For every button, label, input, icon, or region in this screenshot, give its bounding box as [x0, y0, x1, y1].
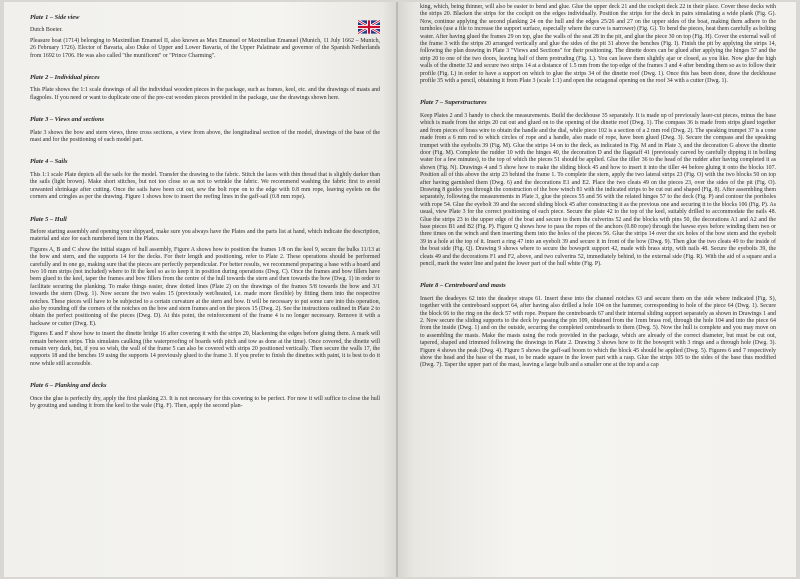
paragraph: Before starting assembly and opening your shipyard, make sure you always have the Plates and the parts list at hand, which indicate the description, material and size for each numbered item in the Plates.: [30, 228, 380, 243]
section: [420, 4, 776, 85]
paragraph: Dutch Boeier.: [30, 27, 63, 34]
book-gutter: [396, 2, 398, 577]
section-title: Plate 7 – Superstructures: [420, 99, 487, 107]
section-title: Plate 2 – Individual pieces: [30, 74, 100, 82]
section: [420, 282, 776, 369]
paragraph: Figures E and F show how to insert the dinette bridge 16 after covering it with the strips 20, blackening the edges before gluing them. A mark will remain between strips. This simulates caulking (the waterproofing of boards with pitch and tow as done at the time). Once covered, the dinette will remain very dark, but, if you so wish, the wall of the frame 5 can also be covered with strips 20 positioned vertically. Then secure the walls 17, the supports 18 and the benches 19 using the supports 14 previously glued to the frame 3. If you prefer to finish the dinettes with paint, it is best to do it now while still accessible.: [30, 331, 380, 367]
section-title: Plate 4 – Sails: [30, 158, 68, 166]
section-title: Plate 8 – Centreboard and masts: [420, 282, 506, 290]
paragraph: Keep Plates 2 and 3 handy to check the measurements. Build the deckhouse 35 separately. It is made up of previously laser-cut pieces, minus the base which is made from the strips 20 cut out and glued on to the opening of the dinette roof (Dwg. 1). The compass 36 is made from strips glued together and from pieces of brass wire to obtain the handle and the dial, while piece 102 is a section of a 2 mm rod (Dwg. 2). The speaking trumpet 37 is a cone made from a 6 mm rod to which circles of rope and a handle, also made of rope, have been glued (Dwg. 3). Secure the compass and the speaking trumpet with the eyebolts 39 (Fig. M). Glue the strips 14 on to the deck, as indicated in Fig. M and in Plate 3, and the decoration G above the dinette door (Fig. M). Complete the rudder 10 with the hinges 40, the decoration D and the flagstaff 41 (previously carved by carefully dipping it in boiling water for a few minutes), to the top of which the pieces 51 should be applied. Glue the tiller 36 to the head of the rudder after having completed it as shown (Fig. N). Drawings 4 and 5 show how to make the sliding block 45 and how to insert it into the tiller 44 before gluing it onto the blocks 107. Position all of this above the strip 23 behind the frame 1. To complete the stern, apply the two lateral strips 23 (Fig. O) with the two blocks 50 on top after having garnished them (Dwg. 6) and the decorations E1 and E2. Place the two cleats 49 on the pieces 23, over the sides of the pit (Fig. O). Drawing 8 guides you through the construction of the bow winch 81 with the indicated strips to be cut out and shaped (Fig. 8). After assembling them separately, following the measurements in Plate 3, glue the pieces 55 and 56 with the related hinges 57 to the deck (Fig. P) and contour the portholes with rope 54. Glue the eyebolt 39 and the second sliding block 45 after constructing it as the previous one and securing it to the blocks 106 (Fig. P). As usual, view Plate 3 for the correct positioning of each piece. Secure the plate 42 to the top of the keel, suitably drilled to accommodate the nails 48. Glue the strips 23 to the upper edge of the boat and secure to them the culverins 52 and the blocks with pins 50, the decorations A1 and A2 and the base pieces B1 and B2 (Fig. P). Figure Q shows how to pass the ropes of the anchors (0.80 rope) through the hawse eyes before winding them two or three times on the winch and then inserting them into the holes of the pieces 56. Glue the strips 14 over the six holes of the bow stem and the eyebolt 39 in a hole at the top of it. Insert a ring 47 into an eyebolt 39 and secure it in front of the bow (Dwg. 9). Then glue the two cleats 49 to the inside of the boat side (Fig. Q). Drawing 9 shows where to secure the bowsprit support 42, made with brass strip, with nails 48. Secure the eyebolts 39, the cleats 49 and the decorations F1 and F2, above, and two culverins 52, immediately behind, to the external side (Fig. R). With the aid of a square and a pencil, mark the water line and paint the lower part of the hull white (Fig. P).: [420, 112, 776, 267]
section-title: Plate 3 – Views and sections: [30, 116, 105, 124]
section: [30, 158, 380, 201]
section: [30, 74, 380, 102]
section-title: Plate 5 – Hull: [30, 215, 67, 223]
section-title: Plate 6 – Planking and decks: [30, 382, 107, 390]
paragraph: Insert the deadeyes 62 into the deadeye straps 61. Insert these into the channel notches 63 and secure them on the side where indicated (Fig. S), together with the centreboard support 64, after having also drilled a hole 104 on the hammer, corresponding to hole of the piece 64 (Dwg. 1). Secure the block 66 to the ring on the deck 57 with rope. Prepare the centreboards 67 and their internal sliding support separately as shown in Drawings 1 and 2. Now secure the sliding supports to the deck by passing the pin 109, obtained from the 1mm brass rod, through the hole 104 and into the piece 64 from the inside (Dwg. 1) and on the outside, securing the completed centreboards to them (Dwg. 5). Now the hull is complete and you may move on to assembling the masts. Make the masts using the rods provided in the package, which are already of the correct diameter, but must be cut out, tapered, shaped and trimmed following the drawings in Plate 2. Drawing 3 shows how to fit the bowsprit with 3 rings and a through hole (Dwg. 3). Figure 4 shows the peak (Dwg. 4). Figure 5 shows the gaff-sail boom to which the block 45 should be applied (Dwg. 5). Figures 6 and 7 respectively show the head and the base of the mast, to be made square in the lower part with a rasp. Glue the strips 105 to the sides of the base thus modified (Dwg. 7). Taper the upper part of the mast, leaving a large bulb and a smaller one at the top and a cap: [420, 295, 776, 369]
right-text-column: [420, 4, 776, 384]
section: [30, 116, 380, 144]
left-text-column: [30, 14, 380, 424]
paragraph: Figures A, B and C show the initial stages of hull assembly, Figure A shows how to position the frames 1/8 on the keel 9, secure the bulks 11/13 at the bow and stern, and the supports 14 for the decks. For their length and positioning, refer to Plate 2. These operations should be performed carefully and in one go, making sure that the pieces are perfectly perpendicular. For better results, we recommend preparing a base with a board and two 10 mm strips (not included) where to fit the keel so as to keep it in position during operations (Dwg. C). Once the frames and bow fillers have been glued to the keel, taper the frames and bow fillers from the centre of the hull towards the stern and then towards the bow (Dwg. 1) in order to facilitate securing the planking. To make things easier, draw dotted lines (Plate 2) on the drawings of the frames 5/8 towards the bow and 3/1 towards the stern (Dwg. 1). Now secure the two wales 15 (previously wet/heated, i.e. made more flexible) by fitting them into the respective notches. These pieces will have to be subjected to a certain curvature at the stern and bow. It will be necessary to put some care into this operation, also by rounding off the corners of the notches on the bow and stern frames and on the pieces 15 (Dwg. 2). See the instructions outlined in Plate 2 to obtain the perfect positioning of the pieces (Dwg. D). At this point, the reinforcement of the frame 4 is no longer necessary. Remove it with a hacksaw or cutter (Dwg. E).: [30, 246, 380, 327]
section: [420, 99, 776, 268]
section: [30, 382, 380, 410]
section: [30, 216, 380, 369]
paragraph: Once the glue is perfectly dry, apply the first planking 23. It is not necessary for this covering to be perfect. For now it will suffice to close the hull by grouting and sanding it from the keel to the wale (Fig. F). Then, apply the second plan-: [30, 395, 380, 410]
left-page: [4, 2, 398, 577]
section-title: Plate 1 – Side view: [30, 14, 80, 21]
paragraph: Plate 3 shows the bow and stern views, three cross sections, a view from above, the longitudinal section of the model, drawings of the base of the mast and for the positioning of each model part.: [30, 129, 380, 144]
paragraph: This 1:1 scale Plate depicts all the sails for the model. Transfer the drawing to the fabric. Stitch the laces with thin thread that is slightly darker than the sails (light brown). Make short stitches, but not too close so as not to wrinkle the fabric. We recommend washing the fabric first to avoid unwanted shrinkage after cutting. Once the sails have been cut out, sew the bolt rope on to the edge with 0.8 mm rope, leaving eyelets on the corners and cringles as per the drawing. Figure 1 shows how to insert the reefing lines in the gaff-sail (0.8 mm rope).: [30, 171, 380, 201]
paragraph: Pleasure boat (1714) belonging to Maximilian Emanuel II, also known as Max Emanuel or Maximilian Emanuel (Munich, 11 July 1662 – Munich, 26 February 1726). Elector of Bavaria, also Duke of Upper and Lower Bavaria, of the Upper Palatinate and governor of the Spanish Netherlands from 1692 to 1706. He was also called "the munificent" or "Prince Charming".: [30, 37, 380, 59]
right-page: [398, 2, 796, 577]
book-spread: [4, 2, 796, 577]
section: [30, 14, 380, 60]
paragraph: king, which, being thinner, will also be easier to bend and glue. Glue the upper deck 21 and the cockpit deck 22 in their place. Cover these decks with the strips 20. Blacken the strips for the cockpit on the edges individually. Position the strips for the deck in pairs simulating a wide plank (Fig. G). Now, continue applying the second planking 24 on the hull and the edges 25/26 and 27 on the upper sides of the boat, making them adhere to the turnholes (use a file to increase the support surface, especially where the curve is narrower) (Fig. G). To bend the pieces, heat them carefully as bolting water. After having glued the frames 29 on top, glue the walls of the seat 28 in the pit, and glue the piece 30 on top (Fig. H). Cover the external wall of the frame 3 with the strips 20 arranged vertically and glue the sides of the pit 31 above the benches (Fig. I). Finish the pit by applying the strips 14, following the plan drawing in Plate 3 "Views and Sections" for their positioning. The dinette doors can be glued after applying the hinges 57 and the strip 20 to one of the two doors, leaving half of them protruding (Fig. L). You can leave them slightly ajar or closed, as you like. Now glue the high walls of the dinette 32 and secure two strips 14 at a distance of 1.5 mm from the top edge of the frames 3 and 4 after bending them so as to follow their profile (Fig. L) in order to have a support on which to glue the strips 34 of the dinette roof (Dwg. 1). Once this has been done, draw the deckhouse profile 35 with a pencil, obtaining it from Plate 3 (scale 1:1) and open the octagonal opening on the roof 34 with a cutter (Dwg. 1).: [420, 4, 776, 85]
paragraph: This Plate shows the 1:1 scale drawings of all the individual wooden pieces in the package, such as frames, keel, etc. and the drawings of masts and flagpoles. If you need or want to duplicate one of the pre-cut wooden pieces provided in the package, use the drawings shown here.: [30, 87, 380, 101]
